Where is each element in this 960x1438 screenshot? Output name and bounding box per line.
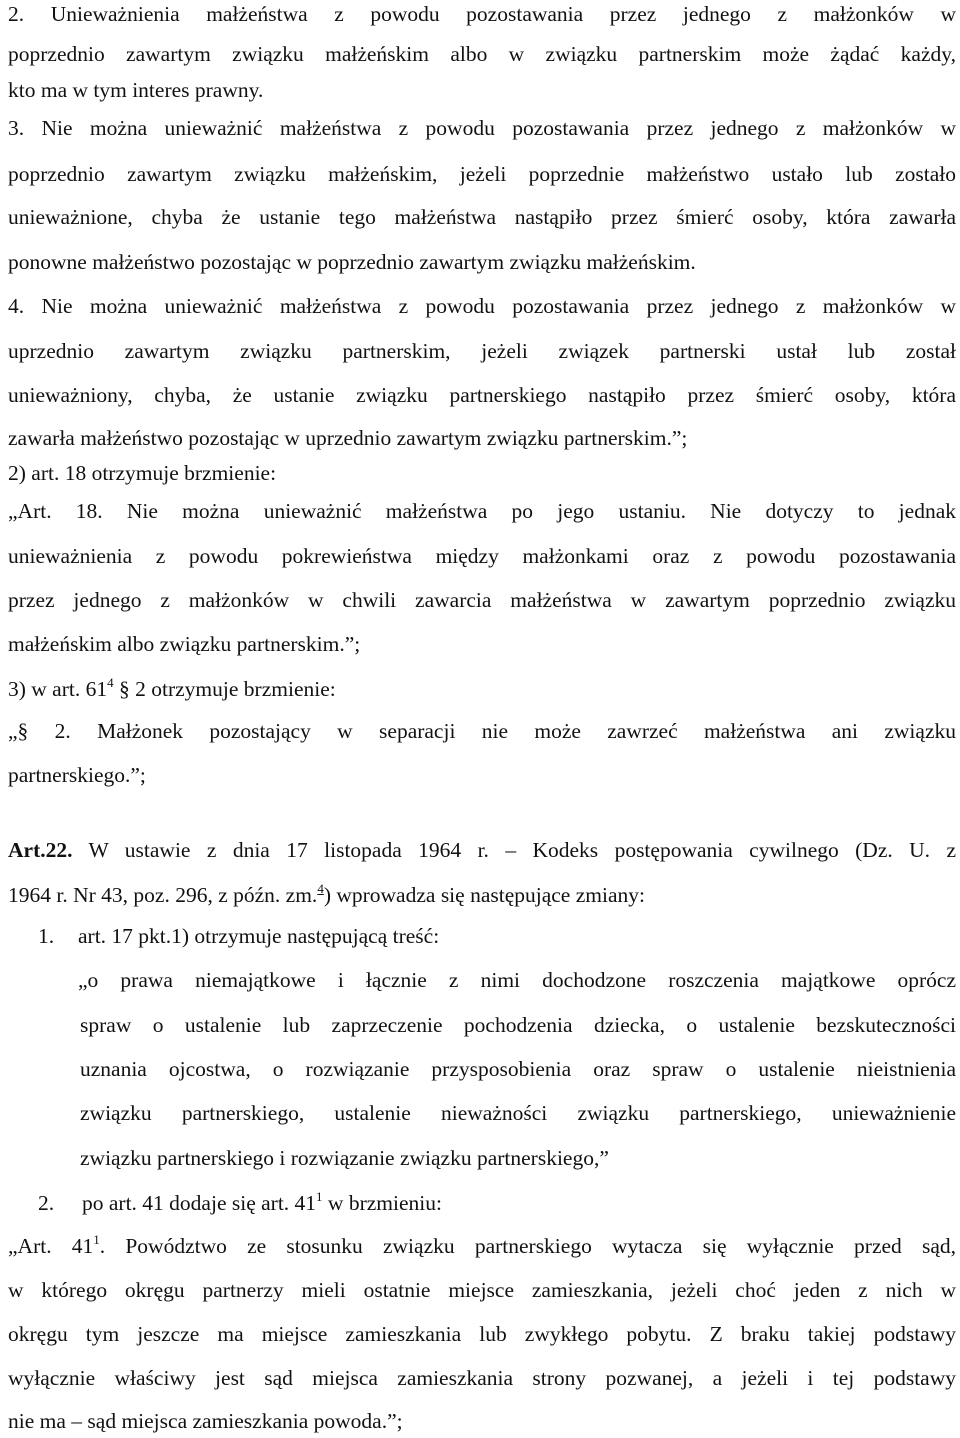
footnote-reference: 4 <box>317 881 324 896</box>
text-line: unieważniony, chyba, że ustanie związku partnerskiego nastąpiło przez śmierć osoby, która <box>8 383 956 407</box>
text-fragment: 3) w art. 61 <box>8 677 108 701</box>
text-line: wyłącznie właściwy jest sąd miejsca zamieszkania strony pozwanej, a jeżeli i tej podstawy <box>8 1366 956 1390</box>
text-line: 2. Unieważnienia małżeństwa z powodu pozostawania przez jednego z małżonków w <box>8 2 956 26</box>
text-line <box>8 1232 956 1260</box>
text-line: w którego okręgu partnerzy mieli ostatnie miejsce zamieszkania, jeżeli choć jeden z nich w <box>8 1278 956 1302</box>
list-number: 2. <box>38 1191 55 1215</box>
text-fragment: . Powództwo ze stosunku związku partnerskiego wytacza się wyłącznie przed sąd, <box>99 1234 957 1258</box>
article-number: Art.22. <box>8 838 73 862</box>
text-line: nie ma – sąd miejsca zamieszkania powoda.”; <box>8 1409 403 1433</box>
list-item <box>38 922 960 950</box>
superscript: 4 <box>107 675 114 690</box>
text-line: ponowne małżeństwo pozostając w poprzednio zawartym związku małżeńskim. <box>8 250 696 274</box>
text-line: związku partnerskiego, ustalenie nieważności związku partnerskiego, unieważnienie <box>80 1101 956 1125</box>
text-fragment: w brzmieniu: <box>322 1191 442 1215</box>
text-line: uprzednio zawartym związku partnerskim, jeżeli związek partnerski ustał lub został <box>8 339 956 363</box>
text-fragment: „Art. 41 <box>8 1234 94 1258</box>
text-fragment: ) wprowadza się następujące zmiany: <box>323 883 645 907</box>
superscript: 1 <box>316 1189 323 1204</box>
text-line: partnerskiego.”; <box>8 763 146 787</box>
text-line: kto ma w tym interes prawny. <box>8 78 264 102</box>
text-line: poprzednio zawartym związku małżeńskim albo w związku partnerskim może żądać każdy, <box>8 42 956 66</box>
text-line: spraw o ustalenie lub zaprzeczenie pochodzenia dziecka, o ustalenie bezskuteczności <box>80 1013 956 1037</box>
text-line <box>8 881 956 909</box>
text-line: zawarła małżeństwo pozostając w uprzednio zawartym związku partnerskim.”; <box>8 426 688 450</box>
text-fragment: W ustawie z dnia 17 listopada 1964 r. – Kodeks postępowania cywilnego (Dz. U. z <box>72 838 956 862</box>
text-fragment: § 2 otrzymuje brzmienie: <box>113 677 336 701</box>
text-fragment: po art. 41 dodaje się art. 41 <box>82 1191 317 1215</box>
text-line: okręgu tym jeszcze ma miejsce zamieszkania lub zwykłego pobytu. Z braku takiej podstawy <box>8 1322 956 1346</box>
text-line: związku partnerskiego i rozwiązanie związku partnerskiego,” <box>80 1146 609 1170</box>
list-item <box>38 1189 960 1217</box>
text-line: poprzednio zawartym związku małżeńskim, jeżeli poprzednie małżeństwo ustało lub zostało <box>8 162 956 186</box>
text-fragment: 1964 r. Nr 43, poz. 296, z późn. zm. <box>8 883 318 907</box>
text-line: unieważnione, chyba że ustanie tego małżeństwa nastąpiło przez śmierć osoby, która zawarła <box>8 205 956 229</box>
text-line: „Art. 18. Nie można unieważnić małżeństwa po jego ustaniu. Nie dotyczy to jednak <box>8 499 956 523</box>
text-fragment: art. 17 pkt.1) otrzymuje następującą treść: <box>78 924 440 948</box>
text-line: 2) art. 18 otrzymuje brzmienie: <box>8 461 277 485</box>
text-line: małżeńskim albo związku partnerskim.”; <box>8 632 361 656</box>
text-line: „o prawa niemajątkowe i łącznie z nimi dochodzone roszczenia majątkowe oprócz <box>78 968 956 992</box>
text-line: uznania ojcostwa, o rozwiązanie przysposobienia oraz spraw o ustalenie nieistnienia <box>80 1057 956 1081</box>
superscript: 1 <box>93 1232 100 1247</box>
text-line <box>8 675 956 703</box>
text-line: przez jednego z małżonków w chwili zawarcia małżeństwa w zawartym poprzednio związku <box>8 588 956 612</box>
text-line: unieważnienia z powodu pokrewieństwa między małżonkami oraz z powodu pozostawania <box>8 544 956 568</box>
list-number: 1. <box>38 924 55 948</box>
text-line: „§ 2. Małżonek pozostający w separacji nie może zawrzeć małżeństwa ani związku <box>8 719 956 743</box>
text-line: 4. Nie można unieważnić małżeństwa z powodu pozostawania przez jednego z małżonków w <box>8 294 956 318</box>
text-line: 3. Nie można unieważnić małżeństwa z powodu pozostawania przez jednego z małżonków w <box>8 116 956 140</box>
text-line <box>8 836 956 864</box>
